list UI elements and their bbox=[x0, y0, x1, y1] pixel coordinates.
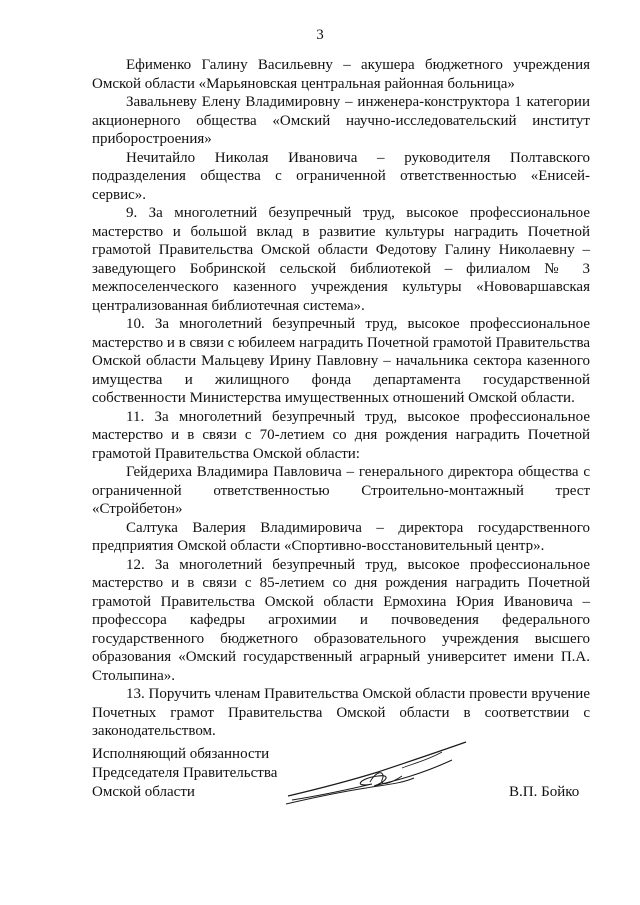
signatory-name: В.П. Бойко bbox=[509, 784, 580, 800]
paragraph-nechitaylo: Нечитайло Николая Ивановича – руководителя Полтавского подразделения общества с ограниченной ответственностью «Енисей-сервис». bbox=[92, 149, 590, 203]
paragraph-item-12: 12. За многолетний безупречный труд, высокое профессиональное мастерство и в связи с 85-летием со дня рождения наградить Почетной грамотой Правительства Омской области Ермохина Юрия Ивановича – профессора кафедры агрохимии и почвоведения федерального государственного бюджетного образовательного учреждения высшего образования «Омский государственный аграрный университет имени П.А. Столыпина». bbox=[92, 556, 590, 684]
paragraph-saltuk: Салтука Валерия Владимировича – директора государственного предприятия Омской области «Спортивно-восстановительный центр». bbox=[92, 519, 590, 554]
signatory-title-line-3: Омской области bbox=[92, 784, 195, 800]
paragraph-zavalneva: Завальневу Елену Владимировну – инженера-конструктора 1 категории акционерного общества «Омский научно-исследовательский институт приборостроения» bbox=[92, 94, 590, 147]
paragraph-item-11: 11. За многолетний безупречный труд, высокое профессиональное мастерство и в связи с 70-летием со дня рождения наградить Почетной грамотой Правительства Омской области: bbox=[92, 408, 590, 462]
paragraph-item-9: 9. За многолетний безупречный труд, высокое профессиональное мастерство и большой вклад в развитие культуры наградить Почетной грамотой Правительства Омской области Федотову Галину Николаевну – заведующего Бобринской сельской библиотекой – филиалом № 3 межпоселенческого казенного учреждения культуры «Нововаршавская централизованная библиотечная система». bbox=[92, 205, 590, 314]
paragraph-item-13: 13. Поручить членам Правительства Омской области провести вручение Почетных грамот Правительства Омской области в соответствии с законодательством. bbox=[92, 686, 590, 739]
page-number: 3 bbox=[316, 27, 324, 43]
paragraph-geiderikh: Гейдериха Владимира Павловича – генерального директора общества с ограниченной ответственностью Строительно-монтажный трест «Стройбетон» bbox=[92, 464, 590, 517]
signatory-title bbox=[92, 745, 277, 802]
paragraph-item-10: 10. За многолетний безупречный труд, высокое профессиональное мастерство и в связи с юбилеем наградить Почетной грамотой Правительства Омской области Мальцеву Ирину Павловну – начальника сектора казенного имущества и жилищного фонда департамента государственной собственности Министерства имущественных отношений Омской области. bbox=[92, 316, 590, 406]
signatory-title-line-2: Председателя Правительства bbox=[92, 765, 278, 781]
paragraph-efimenko: Ефименко Галину Васильевну – акушера бюджетного учреждения Омской области «Марьяновская центральная районная больница» bbox=[92, 57, 590, 92]
handwritten-signature bbox=[282, 738, 472, 808]
signatory-title-line-1: Исполняющий обязанности bbox=[92, 746, 270, 762]
document-body bbox=[92, 56, 590, 741]
